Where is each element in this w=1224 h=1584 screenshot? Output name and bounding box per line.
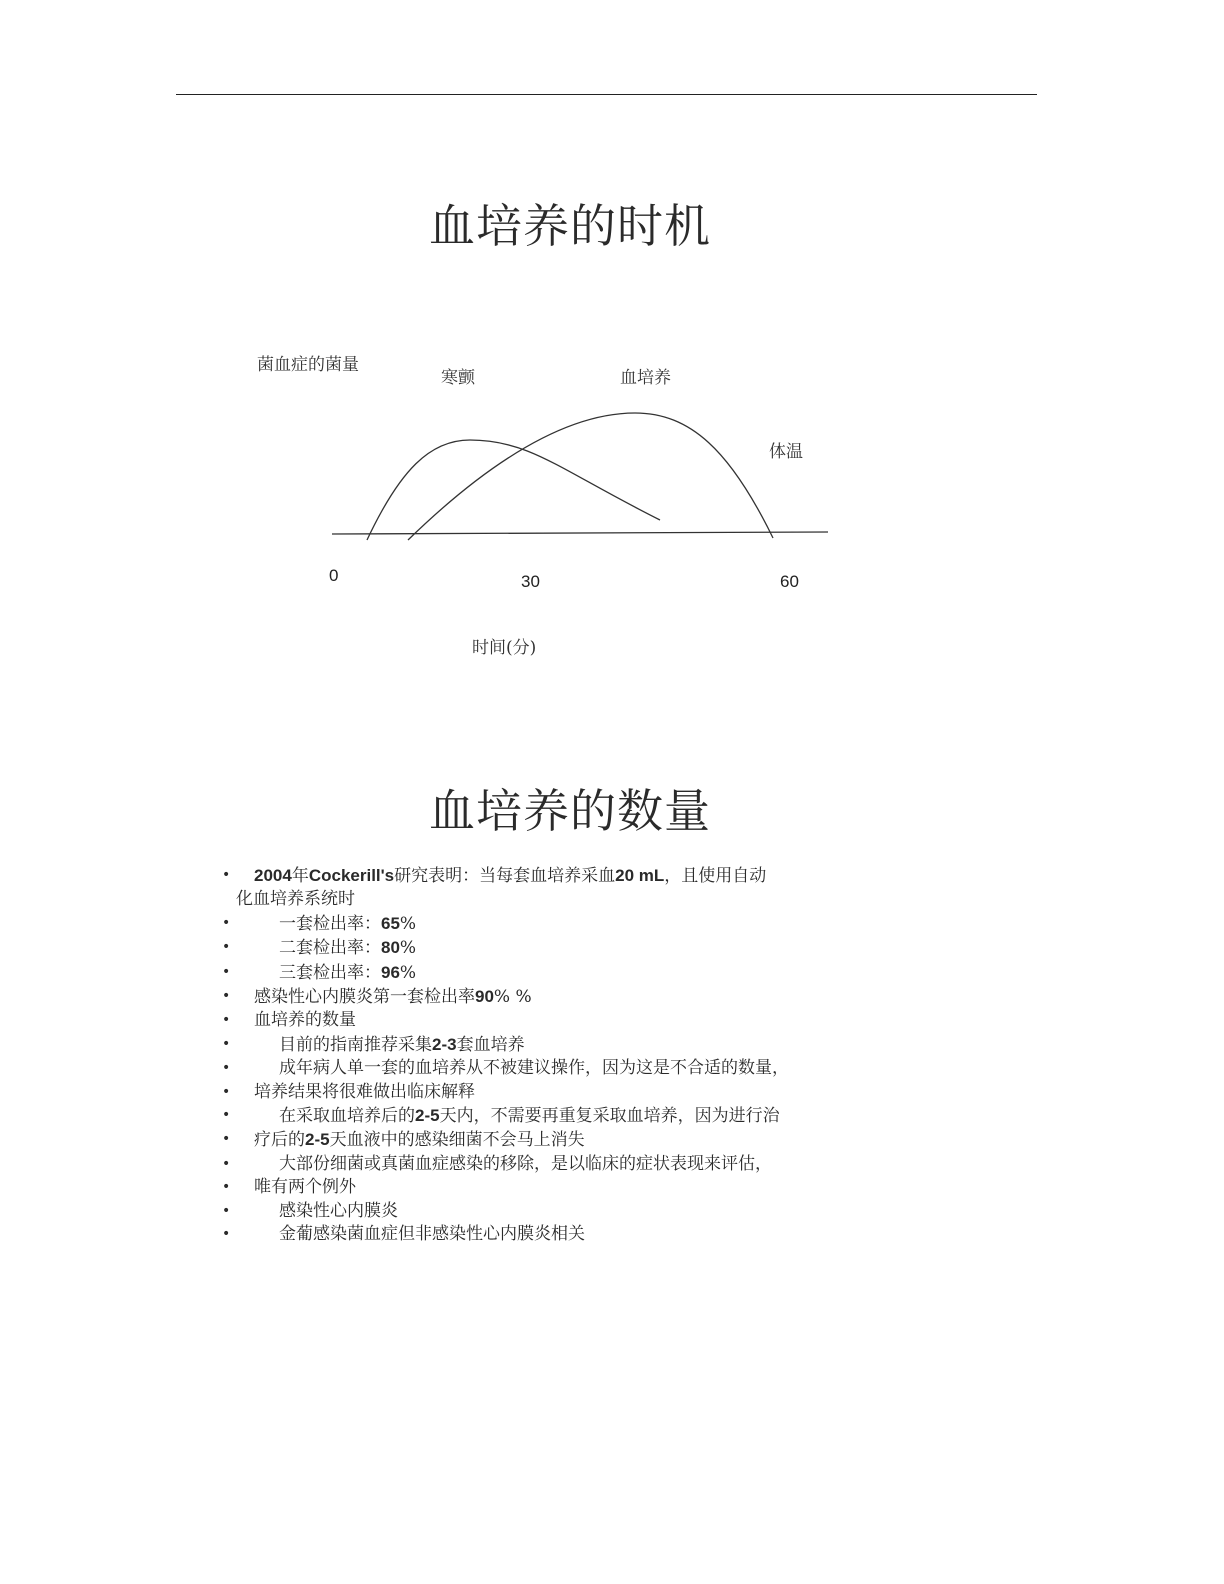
bullet-text: % xyxy=(399,938,417,959)
bullet-text: 天内，不需要再重复采取血培养，因为进行治 xyxy=(439,1106,780,1127)
bullet-text: 65 xyxy=(381,913,400,933)
bullet-text: 二套检出率： xyxy=(279,938,381,959)
section-title-timing: 血培养的时机 xyxy=(429,199,711,253)
blood-culture-curve xyxy=(408,413,773,540)
y-axis-label: 菌血症的菌量 xyxy=(257,355,359,375)
timing-diagram xyxy=(0,0,1224,700)
bullet-text: 金葡感染菌血症但非感染性心内膜炎相关 xyxy=(279,1224,585,1245)
bullet-item xyxy=(222,1057,882,1080)
bullet-text: 80 xyxy=(381,938,400,958)
bullet-item xyxy=(222,1128,882,1152)
bullet-item xyxy=(222,1176,882,1199)
bullet-text: 96 xyxy=(381,962,400,982)
bullet-item xyxy=(222,1104,882,1128)
temperature-label: 体温 xyxy=(769,442,803,462)
bullet-text: 三套检出率： xyxy=(279,962,381,983)
bullet-text: 疗后的 xyxy=(254,1130,305,1151)
bullet-continuation: 化血培养系统时 xyxy=(236,889,355,910)
bullet-text: 血培养的数量 xyxy=(254,1010,356,1031)
bullet-text: 唯有两个例外 xyxy=(254,1177,356,1198)
chills-label: 寒颤 xyxy=(441,368,475,388)
bullet-text: 感染性心内膜炎第一套检出率 xyxy=(254,987,475,1008)
x-axis-label: 时间(分) xyxy=(472,638,537,658)
bullet-text: 20 mL xyxy=(615,866,665,885)
blood-culture-label: 血培养 xyxy=(620,368,671,388)
bullet-text: 2-5 xyxy=(415,1106,440,1126)
x-tick-30: 30 xyxy=(521,572,540,591)
bullet-item xyxy=(222,1033,882,1057)
section-title-quantity: 血培养的数量 xyxy=(429,784,711,838)
bullet-text: 培养结果将很难做出临床解释 xyxy=(254,1081,475,1102)
bullet-text: 年 xyxy=(291,866,309,886)
x-tick-60: 60 xyxy=(780,572,799,591)
bullet-item xyxy=(222,1009,882,1032)
bullet-text: 2004 xyxy=(254,866,292,885)
bullet-item xyxy=(222,1081,882,1104)
bullet-text: 2-5 xyxy=(305,1130,330,1150)
bullet-text: % % xyxy=(493,987,532,1008)
bullet-text: 在采取血培养后的 xyxy=(279,1106,415,1127)
bullet-text: 目前的指南推荐采集 xyxy=(279,1034,432,1055)
bullet-text: 套血培养 xyxy=(456,1034,525,1055)
bullet-list xyxy=(222,864,882,1247)
bullet-item xyxy=(222,912,882,936)
bullet-item xyxy=(222,1200,882,1223)
bullet-text: Cockerill's xyxy=(308,866,395,885)
bullet-text: 天血液中的感染细菌不会马上消失 xyxy=(329,1130,585,1151)
bullet-text: 一套检出率： xyxy=(279,913,381,934)
bullet-item xyxy=(222,936,882,960)
x-tick-0: 0 xyxy=(329,566,339,585)
bullet-text: ，且使用自动 xyxy=(664,866,767,886)
baseline-axis xyxy=(332,532,828,534)
bullet-item xyxy=(222,864,882,912)
bullet-text: 2-3 xyxy=(432,1034,457,1054)
bullet-text: % xyxy=(399,962,417,983)
bullet-item xyxy=(222,961,882,985)
bullet-text: 90 xyxy=(475,987,494,1007)
bullet-text: % xyxy=(399,913,417,934)
bullet-text: 感染性心内膜炎 xyxy=(279,1200,398,1221)
bullet-text: 研究表明：当每套血培养采血 xyxy=(394,866,616,886)
bullet-item xyxy=(222,985,882,1009)
bullet-item xyxy=(222,1153,882,1176)
bullet-text: 成年病人单一套的血培养从不被建议操作，因为这是不合适的数量， xyxy=(279,1058,789,1079)
bullet-text: 大部份细菌或真菌血症感染的移除，是以临床的症状表现来评估， xyxy=(279,1153,772,1174)
bullet-item xyxy=(222,1223,882,1246)
